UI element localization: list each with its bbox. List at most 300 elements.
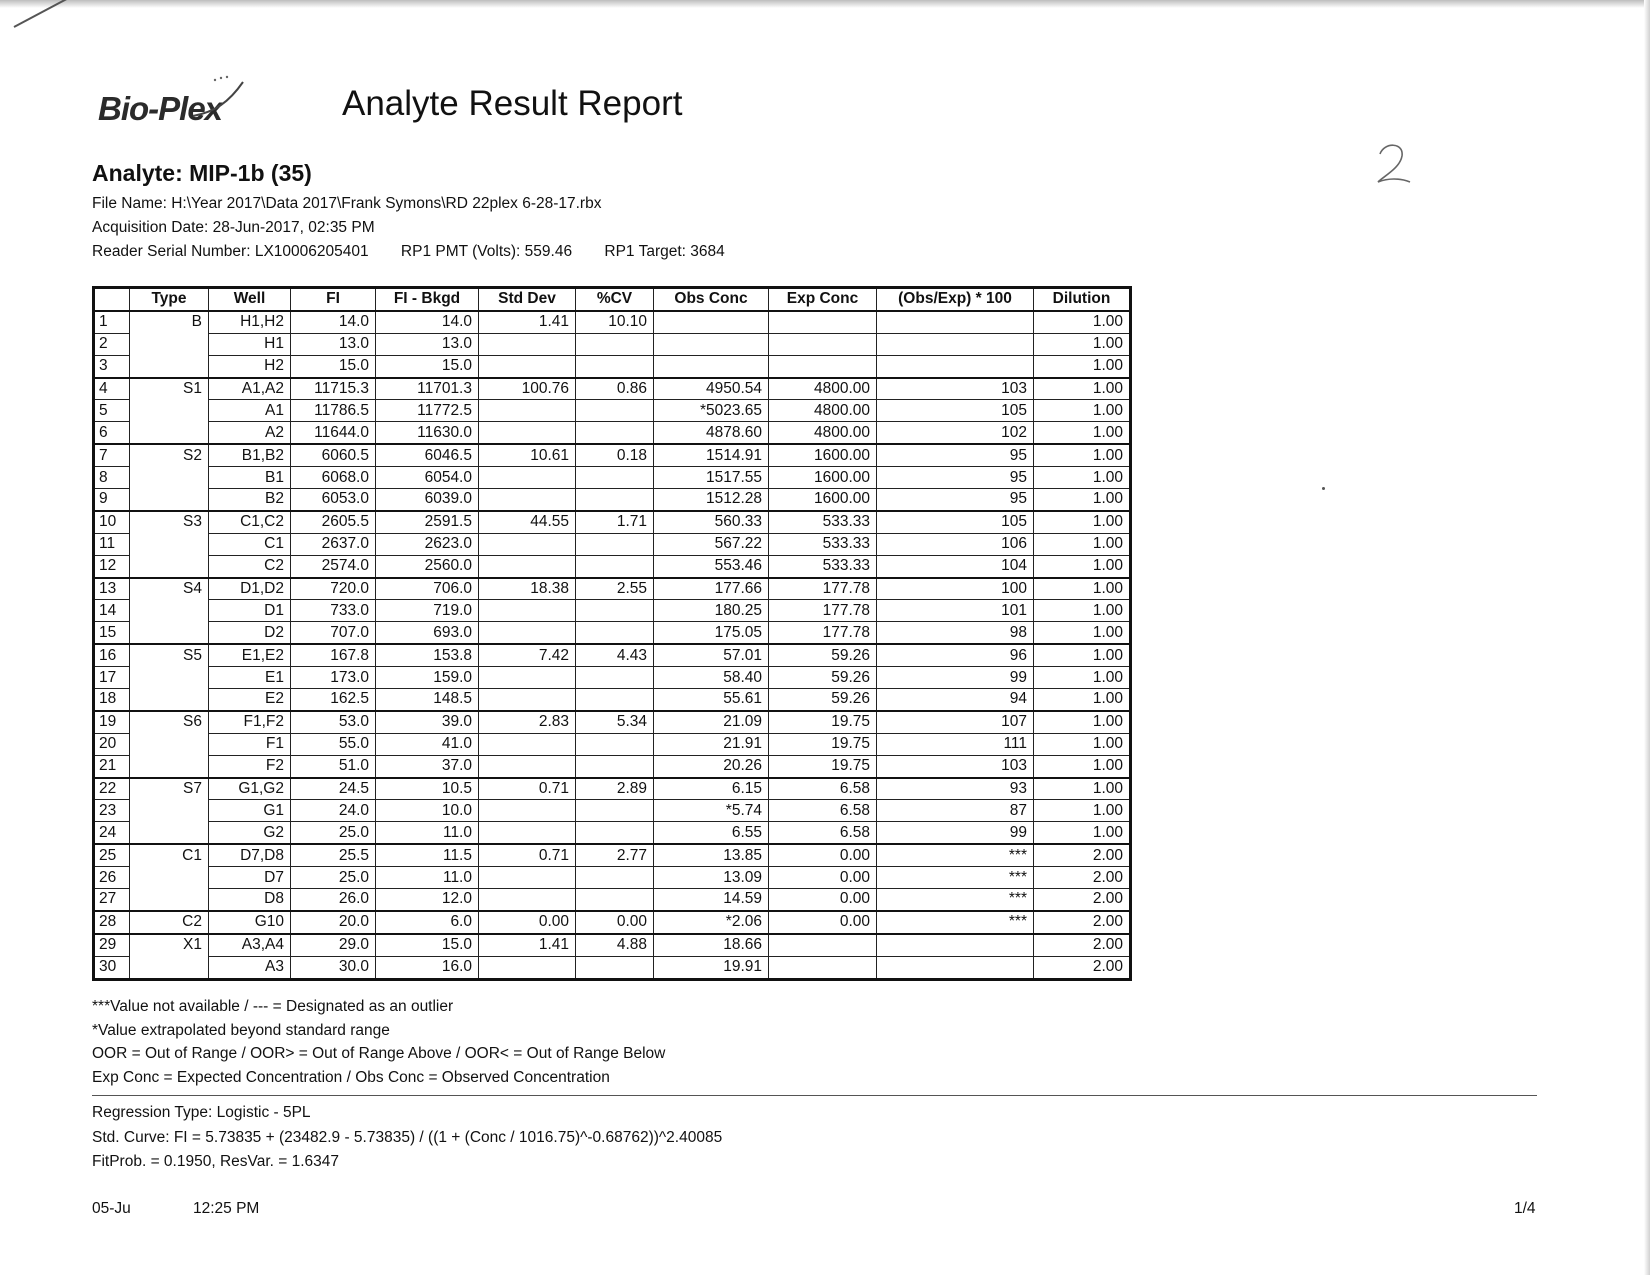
rp1-target: RP1 Target: 3684: [604, 243, 725, 260]
table-cell: 2.00: [1034, 889, 1131, 911]
table-cell: 5.34: [576, 711, 654, 733]
table-cell: 1.00: [1034, 622, 1131, 644]
table-cell: 6046.5: [376, 444, 479, 466]
table-cell: 533.33: [769, 511, 877, 533]
table-cell: 21.91: [654, 733, 769, 755]
table-cell: 159.0: [376, 667, 479, 689]
table-cell: ***: [877, 844, 1034, 866]
table-cell: G2: [209, 822, 291, 844]
table-cell: [130, 489, 209, 511]
handwritten-page-mark: [1374, 140, 1414, 188]
table-cell: [576, 667, 654, 689]
table-cell: 177.78: [769, 578, 877, 600]
table-row: [94, 578, 1131, 600]
table-cell: S2: [130, 444, 209, 466]
table-cell: 44.55: [479, 511, 576, 533]
table-cell: 2.00: [1034, 867, 1131, 889]
table-cell: 177.78: [769, 622, 877, 644]
table-cell: 706.0: [376, 578, 479, 600]
table-cell: 707.0: [291, 622, 376, 644]
table-cell: [877, 333, 1034, 355]
table-cell: [479, 533, 576, 555]
table-cell: [130, 600, 209, 622]
table-cell: 20.0: [291, 911, 376, 934]
table-row: [94, 400, 1131, 422]
table-cell: 59.26: [769, 689, 877, 711]
table-row: [94, 600, 1131, 622]
table-cell: 6039.0: [376, 489, 479, 511]
table-cell: [576, 600, 654, 622]
table-cell: B1,B2: [209, 444, 291, 466]
table-cell: [479, 555, 576, 577]
table-cell: [576, 733, 654, 755]
table-cell: S7: [130, 778, 209, 800]
table-cell: [576, 622, 654, 644]
table-cell: 39.0: [376, 711, 479, 733]
table-cell: 7.42: [479, 644, 576, 666]
table-cell: 11: [94, 533, 130, 555]
page-number: 1/4: [1514, 1200, 1536, 1217]
table-cell: 1.00: [1034, 444, 1131, 466]
table-cell: *5.74: [654, 800, 769, 822]
table-cell: 104: [877, 555, 1034, 577]
table-cell: 1.00: [1034, 600, 1131, 622]
table-cell: 26: [94, 867, 130, 889]
table-row: [94, 867, 1131, 889]
table-cell: [576, 689, 654, 711]
table-cell: 107: [877, 711, 1034, 733]
col-header: %CV: [576, 288, 654, 311]
table-cell: D7,D8: [209, 844, 291, 866]
table-cell: 10.5: [376, 778, 479, 800]
table-cell: 1.00: [1034, 733, 1131, 755]
table-cell: F2: [209, 755, 291, 777]
table-cell: 1.00: [1034, 333, 1131, 355]
table-cell: 103: [877, 378, 1034, 400]
table-cell: [130, 867, 209, 889]
table-cell: [769, 355, 877, 377]
table-cell: *5023.65: [654, 400, 769, 422]
table-cell: 10.10: [576, 311, 654, 333]
table-row: [94, 378, 1131, 400]
table-cell: [576, 956, 654, 979]
table-cell: 8: [94, 467, 130, 489]
table-cell: 1.00: [1034, 778, 1131, 800]
table-cell: 29.0: [291, 934, 376, 956]
table-cell: 11630.0: [376, 422, 479, 444]
table-cell: 4800.00: [769, 422, 877, 444]
table-cell: 96: [877, 644, 1034, 666]
table-cell: [877, 956, 1034, 979]
table-cell: [479, 867, 576, 889]
col-header: [94, 288, 130, 311]
col-header: (Obs/Exp) * 100: [877, 288, 1034, 311]
note-line: *Value extrapolated beyond standard range: [92, 1021, 390, 1039]
table-cell: 11772.5: [376, 400, 479, 422]
table-cell: 58.40: [654, 667, 769, 689]
table-cell: [769, 956, 877, 979]
table-cell: 93: [877, 778, 1034, 800]
table-cell: 2623.0: [376, 533, 479, 555]
table-cell: 3: [94, 355, 130, 377]
table-cell: 13: [94, 578, 130, 600]
table-cell: [877, 934, 1034, 956]
table-cell: 41.0: [376, 733, 479, 755]
table-cell: 4878.60: [654, 422, 769, 444]
table-cell: 733.0: [291, 600, 376, 622]
file-name: File Name: H:\Year 2017\Data 2017\Frank Symons\RD 22plex 6-28-17.rbx: [92, 195, 602, 212]
table-cell: 1.00: [1034, 822, 1131, 844]
table-cell: 15.0: [376, 355, 479, 377]
table-cell: 9: [94, 489, 130, 511]
table-cell: [576, 467, 654, 489]
table-cell: [130, 956, 209, 979]
table-cell: 22: [94, 778, 130, 800]
table-cell: 30: [94, 956, 130, 979]
col-header: Dilution: [1034, 288, 1131, 311]
table-cell: 553.46: [654, 555, 769, 577]
table-cell: [479, 489, 576, 511]
table-cell: [479, 667, 576, 689]
table-cell: 7: [94, 444, 130, 466]
table-cell: 2560.0: [376, 555, 479, 577]
table-cell: 173.0: [291, 667, 376, 689]
table-cell: 2.00: [1034, 844, 1131, 866]
table-cell: [654, 311, 769, 333]
table-cell: [576, 355, 654, 377]
table-cell: C1: [130, 844, 209, 866]
table-cell: 12.0: [376, 889, 479, 911]
table-cell: B1: [209, 467, 291, 489]
table-cell: 98: [877, 622, 1034, 644]
table-cell: ***: [877, 911, 1034, 934]
table-cell: 2.00: [1034, 956, 1131, 979]
table-cell: 19.75: [769, 733, 877, 755]
table-cell: 6.58: [769, 822, 877, 844]
table-cell: 1.00: [1034, 355, 1131, 377]
table-cell: [576, 889, 654, 911]
table-cell: 100: [877, 578, 1034, 600]
table-cell: 12: [94, 555, 130, 577]
col-header: Well: [209, 288, 291, 311]
table-cell: 0.71: [479, 844, 576, 866]
table-cell: 11.0: [376, 822, 479, 844]
table-cell: 175.05: [654, 622, 769, 644]
table-cell: 19.75: [769, 711, 877, 733]
results-table: [92, 286, 1132, 981]
table-cell: 1.41: [479, 311, 576, 333]
table-cell: 105: [877, 400, 1034, 422]
table-row: [94, 822, 1131, 844]
table-cell: [654, 333, 769, 355]
table-row: [94, 800, 1131, 822]
table-cell: S5: [130, 644, 209, 666]
table-cell: 55.61: [654, 689, 769, 711]
bio-plex-logo: Bio-Plex: [98, 90, 223, 127]
table-cell: 0.86: [576, 378, 654, 400]
table-cell: 2.77: [576, 844, 654, 866]
table-cell: *2.06: [654, 911, 769, 934]
table-cell: 533.33: [769, 533, 877, 555]
table-cell: A3,A4: [209, 934, 291, 956]
table-cell: 533.33: [769, 555, 877, 577]
table-cell: G10: [209, 911, 291, 934]
table-cell: H1: [209, 333, 291, 355]
table-row: [94, 511, 1131, 533]
table-cell: [130, 555, 209, 577]
table-cell: 13.0: [291, 333, 376, 355]
col-header: Std Dev: [479, 288, 576, 311]
table-cell: [479, 800, 576, 822]
acquisition-date: Acquisition Date: 28-Jun-2017, 02:35 PM: [92, 219, 375, 236]
table-cell: [130, 689, 209, 711]
table-cell: 4950.54: [654, 378, 769, 400]
table-cell: 1.00: [1034, 511, 1131, 533]
table-cell: [479, 355, 576, 377]
col-header: FI: [291, 288, 376, 311]
table-cell: 18: [94, 689, 130, 711]
table-cell: 18.66: [654, 934, 769, 956]
table-cell: S4: [130, 578, 209, 600]
table-cell: 148.5: [376, 689, 479, 711]
table-row: [94, 333, 1131, 355]
table-cell: 105: [877, 511, 1034, 533]
table-cell: [479, 422, 576, 444]
table-cell: E1: [209, 667, 291, 689]
table-cell: 560.33: [654, 511, 769, 533]
table-cell: 1.00: [1034, 489, 1131, 511]
table-cell: 13.09: [654, 867, 769, 889]
table-cell: [130, 422, 209, 444]
table-cell: 4.88: [576, 934, 654, 956]
table-cell: H2: [209, 355, 291, 377]
table-cell: 2591.5: [376, 511, 479, 533]
table-cell: 2: [94, 333, 130, 355]
table-cell: [130, 800, 209, 822]
table-cell: 2605.5: [291, 511, 376, 533]
table-cell: 1600.00: [769, 444, 877, 466]
table-cell: 4800.00: [769, 378, 877, 400]
table-cell: 18.38: [479, 578, 576, 600]
table-cell: 0.18: [576, 444, 654, 466]
table-cell: 11.5: [376, 844, 479, 866]
table-cell: 1.00: [1034, 711, 1131, 733]
table-cell: 21.09: [654, 711, 769, 733]
table-cell: 24.5: [291, 778, 376, 800]
table-cell: 1.00: [1034, 533, 1131, 555]
table-cell: 14.59: [654, 889, 769, 911]
section-divider: [92, 1095, 1537, 1096]
table-cell: 15.0: [376, 934, 479, 956]
report-title: Analyte Result Report: [342, 84, 683, 123]
table-cell: 1: [94, 311, 130, 333]
table-cell: [576, 333, 654, 355]
table-row: [94, 733, 1131, 755]
table-row: [94, 533, 1131, 555]
table-cell: 25.0: [291, 867, 376, 889]
table-cell: 103: [877, 755, 1034, 777]
table-cell: 6.55: [654, 822, 769, 844]
table-cell: [479, 600, 576, 622]
table-cell: 1.00: [1034, 755, 1131, 777]
table-cell: G1,G2: [209, 778, 291, 800]
table-cell: [769, 311, 877, 333]
table-cell: 2637.0: [291, 533, 376, 555]
table-cell: 1.00: [1034, 644, 1131, 666]
scan-edge-right: [1644, 0, 1650, 1275]
table-cell: 180.25: [654, 600, 769, 622]
table-cell: 27: [94, 889, 130, 911]
table-cell: [576, 867, 654, 889]
table-cell: 14: [94, 600, 130, 622]
table-row: [94, 489, 1131, 511]
table-cell: 1.00: [1034, 800, 1131, 822]
table-cell: 167.8: [291, 644, 376, 666]
table-row: [94, 622, 1131, 644]
table-cell: 24: [94, 822, 130, 844]
table-cell: 153.8: [376, 644, 479, 666]
analyte-heading: Analyte: MIP-1b (35): [92, 160, 312, 186]
table-cell: 11715.3: [291, 378, 376, 400]
table-cell: 37.0: [376, 755, 479, 777]
scan-edge-top: [0, 0, 1650, 8]
table-cell: 4: [94, 378, 130, 400]
footer-date: 05-Ju: [92, 1200, 131, 1217]
table-row: [94, 755, 1131, 777]
table-cell: 4.43: [576, 644, 654, 666]
table-cell: [576, 755, 654, 777]
table-cell: 1.00: [1034, 689, 1131, 711]
table-cell: [576, 422, 654, 444]
table-cell: 14.0: [376, 311, 479, 333]
table-cell: [130, 333, 209, 355]
table-cell: [769, 934, 877, 956]
table-row: [94, 311, 1131, 333]
table-cell: 10.61: [479, 444, 576, 466]
table-cell: H1,H2: [209, 311, 291, 333]
table-cell: 6.58: [769, 778, 877, 800]
table-cell: 1512.28: [654, 489, 769, 511]
table-cell: 1.00: [1034, 555, 1131, 577]
table-cell: D2: [209, 622, 291, 644]
std-curve: Std. Curve: FI = 5.73835 + (23482.9 - 5.73835) / ((1 + (Conc / 1016.75)^-0.68762))^2.40085: [92, 1128, 723, 1146]
reader-info: [92, 243, 725, 261]
table-cell: S3: [130, 511, 209, 533]
table-cell: 10.0: [376, 800, 479, 822]
table-cell: [130, 400, 209, 422]
table-cell: C2: [130, 911, 209, 934]
table-cell: 53.0: [291, 711, 376, 733]
table-cell: [479, 755, 576, 777]
table-cell: E1,E2: [209, 644, 291, 666]
regression-info: [92, 1101, 722, 1175]
table-cell: 11701.3: [376, 378, 479, 400]
table-row: [94, 711, 1131, 733]
table-cell: [479, 622, 576, 644]
table-cell: [130, 822, 209, 844]
table-cell: S1: [130, 378, 209, 400]
table-cell: 14.0: [291, 311, 376, 333]
table-cell: 95: [877, 444, 1034, 466]
table-cell: 15.0: [291, 355, 376, 377]
table-cell: 0.00: [769, 867, 877, 889]
table-cell: [576, 800, 654, 822]
table-cell: G1: [209, 800, 291, 822]
table-cell: A3: [209, 956, 291, 979]
table-cell: 95: [877, 467, 1034, 489]
note-line: ***Value not available / --- = Designated as an outlier: [92, 998, 454, 1015]
table-cell: [130, 889, 209, 911]
table-cell: [654, 355, 769, 377]
table-cell: 23: [94, 800, 130, 822]
table-cell: 59.26: [769, 667, 877, 689]
table-row: [94, 467, 1131, 489]
table-cell: 6.15: [654, 778, 769, 800]
table-cell: 10: [94, 511, 130, 533]
table-cell: 26.0: [291, 889, 376, 911]
table-cell: 1.00: [1034, 422, 1131, 444]
table-cell: B: [130, 311, 209, 333]
table-cell: 106: [877, 533, 1034, 555]
table-cell: 17: [94, 667, 130, 689]
table-cell: D8: [209, 889, 291, 911]
table-cell: 1.00: [1034, 578, 1131, 600]
table-cell: 693.0: [376, 622, 479, 644]
table-cell: 100.76: [479, 378, 576, 400]
table-cell: [877, 311, 1034, 333]
table-cell: 20: [94, 733, 130, 755]
table-cell: 55.0: [291, 733, 376, 755]
table-cell: 177.78: [769, 600, 877, 622]
table-cell: [479, 956, 576, 979]
table-cell: 2.83: [479, 711, 576, 733]
table-cell: 25.0: [291, 822, 376, 844]
table-cell: 1.71: [576, 511, 654, 533]
table-cell: ***: [877, 889, 1034, 911]
table-cell: 1.41: [479, 934, 576, 956]
note-line: Exp Conc = Expected Concentration / Obs Conc = Observed Concentration: [92, 1068, 610, 1086]
table-cell: 1600.00: [769, 489, 877, 511]
table-cell: A2: [209, 422, 291, 444]
footer-time: 12:25 PM: [193, 1200, 260, 1217]
table-cell: 0.00: [479, 911, 576, 934]
table-row: [94, 911, 1131, 934]
table-cell: 0.00: [769, 889, 877, 911]
col-header: Obs Conc: [654, 288, 769, 311]
table-cell: [130, 733, 209, 755]
table-cell: 1.00: [1034, 400, 1131, 422]
table-cell: A1,A2: [209, 378, 291, 400]
table-cell: 0.00: [576, 911, 654, 934]
table-cell: 2.00: [1034, 911, 1131, 934]
table-row: [94, 555, 1131, 577]
table-cell: F1,F2: [209, 711, 291, 733]
table-cell: 1.00: [1034, 378, 1131, 400]
table-cell: 1.00: [1034, 311, 1131, 333]
table-cell: 21: [94, 755, 130, 777]
table-row: [94, 934, 1131, 956]
table-cell: [130, 533, 209, 555]
table-cell: 15: [94, 622, 130, 644]
table-cell: 19: [94, 711, 130, 733]
table-cell: [576, 400, 654, 422]
table-cell: D1,D2: [209, 578, 291, 600]
table-cell: [877, 355, 1034, 377]
table-cell: 6: [94, 422, 130, 444]
table-cell: 0.00: [769, 911, 877, 934]
table-row: [94, 689, 1131, 711]
table-cell: 6053.0: [291, 489, 376, 511]
